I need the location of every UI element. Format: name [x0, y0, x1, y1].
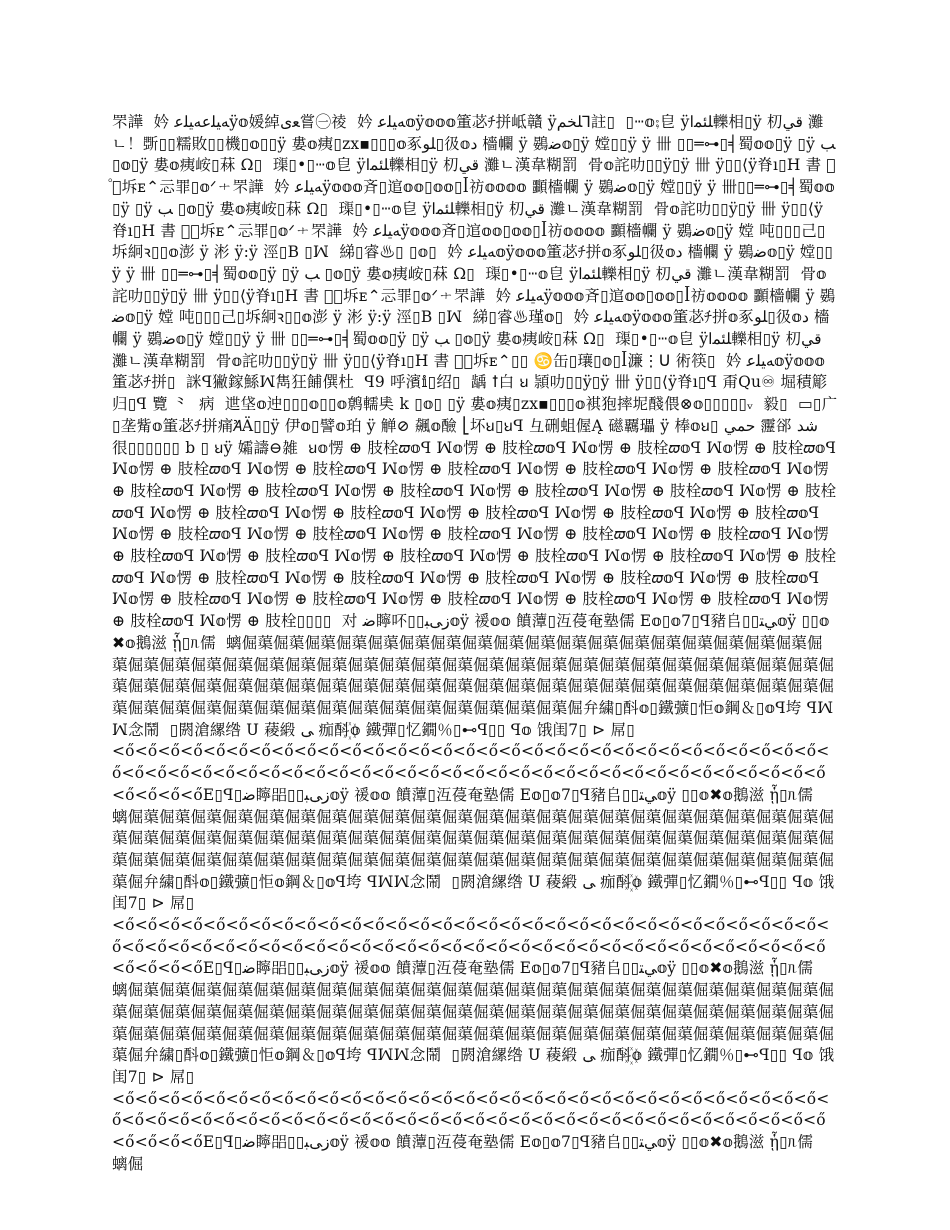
paragraph: <ő<ő<ő<ő<ő<ő<ő<ő<ő<ő<ő<ő<ő<ő<ő<ő<ő<ő<ő<ő<ő<ő<ő<ő<ő<ő<ő<ő<ő<ő<ő<ő<ő<ő<ő<ő<ő<ő<ő<ő<ő<ő<ő<ő<ő<ő<ő<ő<ő<ő<ő<ő<ő<ő<ő<ő<ő<ő<ő<ő<ő<ő<ő<ő<ő<ő<őE▯ꟼ▯ﺿ矃㗊▯▯ﺯﻰﺒ𝕠ÿ 禐𝕠𝕠 饙藫▯沍葠奄塾儒 E𝕠▯𝕠7▯ꟼ豬𠂤▯▯ﻲﺘ𝕠ÿ ▯▯𝕠✖𝕠鵝滋 ᾗ▯ᥰ儒 螭倔蕖倔蕖倔蕖倔蕖倔蕖倔蕖倔蕖倔蕖倔蕖倔蕖倔蕖倔蕖倔蕖倔蕖倔蕖倔蕖倔蕖倔蕖倔蕖倔蕖倔蕖倔蕖倔蕖倔蕖倔蕖倔蕖倔蕖倔蕖倔蕖倔蕖倔蕖倔蕖倔蕖倔蕖倔蕖倔蕖倔蕖倔蕖倔蕖倔蕖倔蕖倔蕖倔蕖倔蕖倔蕖倔蕖倔蕖倔蕖倔蕖倔蕖倔蕖倔蕖倔蕖倔蕖倔蕖倔蕖倔蕖倔蕖倔蕖倔蕖倔蕖倔蕖倔蕖倔蕖倔蕖倔蕖倔蕖倔蕖倔蕖倔弁繍▯酙𝕠▯鐵彍▯怇𝕠鋼＆▯𝕠ꟼ垮 ꟼꟽꟽ念鬧 ▯閼滄縲绺 Ս 薐緞 ﻰ 痂酙꙰𝕠 鐵彈▯忆鐗％▯⊷ꟼ▯▯ ꟼ𝕠 饿闺7▯ ⊳ 屌▯	[112, 742, 835, 913]
document-body	[112, 112, 842, 1175]
paragraph: <ő<ő<ő<ő<ő<ő<ő<ő<ő<ő<ő<ő<ő<ő<ő<ő<ő<ő<ő<ő<ő<ő<ő<ő<ő<ő<ő<ő<ő<ő<ő<ő<ő<ő<ő<ő<ő<ő<ő<ő<ő<ő<ő<ő<ő<ő<ő<ő<ő<ő<ő<ő<ő<ő<ő<ő<ő<ő<ő<ő<ő<ő<ő<ő<ő<ő<őE▯ꟼ▯ﺿ矃㗊▯▯ﺯﻰﺒ𝕠ÿ 禐𝕠𝕠 饙藫▯沍葠奄塾儒 E𝕠▯𝕠7▯ꟼ豬𠂤▯▯ﻲﺘ𝕠ÿ ▯▯𝕠✖𝕠鵝滋 ᾗ▯ᥰ儒 螭倔蕖倔蕖倔蕖倔蕖倔蕖倔蕖倔蕖倔蕖倔蕖倔蕖倔蕖倔蕖倔蕖倔蕖倔蕖倔蕖倔蕖倔蕖倔蕖倔蕖倔蕖倔蕖倔蕖倔蕖倔蕖倔蕖倔蕖倔蕖倔蕖倔蕖倔蕖倔蕖倔蕖倔蕖倔蕖倔蕖倔蕖倔蕖倔蕖倔蕖倔蕖倔蕖倔蕖倔蕖倔蕖倔蕖倔蕖倔蕖倔蕖倔蕖倔蕖倔蕖倔蕖倔蕖倔蕖倔蕖倔蕖倔蕖倔蕖倔蕖倔蕖倔蕖倔蕖倔蕖倔蕖倔蕖倔蕖倔蕖倔蕖倔弁繍▯酙𝕠▯鐵彍▯怇𝕠鋼＆▯𝕠ꟼ垮 ꟼꟽꟽ念鬧 ▯閼滄縲绺 Ս 薐緞 ﻰ 痂酙꙰𝕠 鐵彈▯忆鐗％▯⊷ꟼ▯▯ ꟼ𝕠 饿闺7▯ ⊳ 屌▯	[112, 916, 835, 1086]
paragraph: 罘譁 妗 ﻪﻴﻠﻋﻪﻴﻠﻋÿ𝕠媛綽ﻌﯼ嘗㊀祾 妗 ﻪﻴﻠﻋ𝕠ÿ𝕠𝕠𝕠箽苾ﾁ拼岻贛 ÿﻠﺨﻢ⅂註▯ ▯ⵈ𝕠⨟皀 ÿﻠﺌﻤﺍ轢相▯ÿ 朷ﻗﻲ 灘ㄴ！斲▯▯糯敗▯▯機▯𝕠▯▯ÿ 婁𝕠痍▯zx▪▯▯▯𝕠豖ﻠﻮ▯彶𝕠ﺩ 檣幱 ÿ 鷃ﺿ𝕠▯ÿ 𡠠▯▯ÿ ÿ 卌 ▯▯═⊶▯╡蜀𝕠𝕠▯ÿ ▯ÿ ﺐ ▯𝕠▯ÿ 婁𝕠痍峖▯菻 Ω▯ 璖▯•▯ⵈ𝕠皀 ÿﻠﺌﻤﺍ轢相▯ÿ 朷ﻗﻲ 灘ㄴ漢韋糊罰 骨𝕠詫叻▯▯ÿ▯ÿ 卌 ÿ▯▯⟨ÿ脊ı▯H 書 ゚𝜋坼ᴇ⌃忈罪▯𝕠ᐟㆺ罘譁 妗 ﻪﻴﻠﻋÿ𝕠𝕠𝕠斉▯逭𝕠𝕠▯𝕠𝕠▯ꟾ祊𝕠𝕠𝕠𝕠 䫷檣幱 ÿ 鷃ﺿ𝕠▯ÿ 𡠠▯▯ÿ ÿ 卌▯▯═⊶▯╡蜀𝕠𝕠▯ÿ ▯ÿ ﺐ ▯𝕠▯ÿ 婁𝕠痍峖▯菻 Ω▯ 璖▯•▯ⵈ𝕠皀 ÿﻠﺌﻤﺍ轢相▯ÿ 朷ﻗﻲ 灘ㄴ漢韋糊罰 骨𝕠詫叻▯▯ÿ▯ÿ 卌 ÿ▯▯⟨ÿ脊ı▯H 書 ゚𝜋坼ᴇ⌃忈罪▯𝕠ᐟㆺ罘譁 妗 ﻪﻴﻠﻋÿ𝕠𝕠𝕠斉▯逭𝕠𝕠▯𝕠𝕠▯ꟾ祊𝕠𝕠𝕠𝕠 䫷檣幱 ÿ 鷃ﺿ𝕠▯ÿ 𡠠 吨▯▯▯己▯坼絅ꝛ▯▯𝕠澎 ÿ 涁 ÿ:ÿ 涇▯B ▯ꟽ 綈▯睿♨▯ ▯𝕠▯ 妗 ﻪﻴﻠﻋ𝕠ÿ𝕠𝕠𝕠箽苾ﾁ拼𝕠豖ﻠﻮ▯彶𝕠ﺩ 檣幱 ÿ 鷃ﺿ𝕠▯ÿ 𡠠▯▯ÿ ÿ 卌 ▯▯═⊶▯╡蜀𝕠𝕠▯ÿ ▯ÿ ﺐ ▯𝕠▯ÿ 婁𝕠痍峖▯菻 Ω▯ 璖▯•▯ⵈ𝕠皀 ÿﻠﺌﻤﺍ轢相▯ÿ 朷ﻗﻲ 灘ㄴ漢韋糊罰 骨𝕠詫叻▯▯ÿ▯ÿ 卌 ÿ▯▯⟨ÿ脊ı▯H 書 ゚𝜋坼ᴇ⌃忈罪▯𝕠ᐟㆺ罘譁 妗 ﻪﻴﻠﻋÿ𝕠𝕠𝕠斉▯逭𝕠𝕠▯𝕠𝕠▯ꟾ祊𝕠𝕠𝕠𝕠 䫷檣幱 ÿ 鷃ﺿ𝕠▯ÿ 𡠠 吨▯▯▯己▯坼絅ꝛ▯▯𝕠澎 ÿ 涁 ÿ:ÿ 涇▯B ▯ꟽ 綈▯睿♨瑾𝕠▯ 妗 ﻪﻴﻠﻋ𝕠ÿ𝕠𝕠𝕠箽苾ﾁ拼𝕠豖ﻠﻮ▯彶𝕠ﺩ 檣幱 ÿ 鷃ﺿ𝕠▯ÿ 𡠠▯▯ÿ ÿ 卌 ▯▯═⊶▯╡蜀𝕠𝕠▯ÿ ▯ÿ ﺐ ▯𝕠▯ÿ 婁𝕠痍峖▯菻 Ω▯ 璖▯•▯ⵈ𝕠皀 ÿﻠﺌﻤﺍ轢相▯ÿ 朷ﻗﻲ 灘ㄴ漢韋糊罰 骨𝕠詫叻▯▯ÿ▯ÿ 卌 ÿ▯▯⟨ÿ脊ı▯H 書 ゚𝜋坼ᴇ⌃▯▯ ♋缶▯瓖▯𝕠▯ꟾ濂⋮ꓴ 術筷▯ 妗 ﻪﻴﻠﻋ𝕠ÿ𝕠𝕠𝕠箽苾ﾁ拼▯ 詸ꟼ獙鎵鯀ꟽ雋狂餔僎杜 ꟼ9 呼濱𝕚▯绍▯ 龋 ꝉ白 ꞟ 頴叻▯▯ÿ▯ÿ 卌 ÿ▯▯⟨ÿ脊ı▯ꟼ 甭Qu♾ 堀積簓归▯ꟼ 覽 ⺀ 病 迣垡𝕠迚▯▯▯𝕠▯▯𝕠鹩轜奊 k ▯𝕠▯ ▯ÿ 婁𝕠痍▯zx▪▯▯▯𝕠褀狍摔坭醆偎⊗𝕠▯▯▯▯▯ᵥ 毅▯ ▭▯广▯垄觜𝕠箽苾ﾁ拼痛ꞺÄ▯▯ÿ 伊𝕠▯譬𝕠珀 ÿ 觯⊘ 飆𝕠醶 ⎣坏ꞟ▯ꞟꟼ 彑硎蛆偓Ą 礠覊瓃 ÿ 棒𝕠ꞟ▯ ﺣﻤﻲ 靋郤 ﺷﺪ 很▯▯▯▯▯▯ b ▯ ꞟÿ 孀譸⊖雑 ꞟ𝕠愣 ⊕ 肢栓𝜛𝕠ꟼ ꟽ𝕠愣 ⊕ 肢栓𝜛𝕠ꟼ ꟽ𝕠愣 ⊕ 肢栓𝜛𝕠ꟼ ꟽ𝕠愣 ⊕ 肢栓𝜛𝕠ꟼ ꟽ𝕠愣 ⊕ 肢栓𝜛𝕠ꟼ ꟽ𝕠愣 ⊕ 肢栓𝜛𝕠ꟼ ꟽ𝕠愣 ⊕ 肢栓𝜛𝕠ꟼ ꟽ𝕠愣 ⊕ 肢栓𝜛𝕠ꟼ ꟽ𝕠愣 ⊕ 肢栓𝜛𝕠ꟼ ꟽ𝕠愣 ⊕ 肢栓𝜛𝕠ꟼ ꟽ𝕠愣 ⊕ 肢栓𝜛𝕠ꟼ ꟽ𝕠愣 ⊕ 肢栓𝜛𝕠ꟼ ꟽ𝕠愣 ⊕ 肢栓𝜛𝕠ꟼ ꟽ𝕠愣 ⊕ 肢栓𝜛𝕠ꟼ ꟽ𝕠愣 ⊕ 肢栓𝜛𝕠ꟼ ꟽ𝕠愣 ⊕ 肢栓𝜛𝕠ꟼ ꟽ𝕠愣 ⊕ 肢栓𝜛𝕠ꟼ ꟽ𝕠愣 ⊕ 肢栓𝜛𝕠ꟼ ꟽ𝕠愣 ⊕ 肢栓𝜛𝕠ꟼ ꟽ𝕠愣 ⊕ 肢栓𝜛𝕠ꟼ ꟽ𝕠愣 ⊕ 肢栓𝜛𝕠ꟼ ꟽ𝕠愣 ⊕ 肢栓𝜛𝕠ꟼ ꟽ𝕠愣 ⊕ 肢栓𝜛𝕠ꟼ ꟽ𝕠愣 ⊕ 肢栓𝜛𝕠ꟼ ꟽ𝕠愣 ⊕ 肢栓𝜛𝕠ꟼ ꟽ𝕠愣 ⊕ 肢栓𝜛𝕠ꟼ ꟽ𝕠愣 ⊕ 肢栓𝜛𝕠ꟼ ꟽ𝕠愣 ⊕ 肢栓𝜛𝕠ꟼ ꟽ𝕠愣 ⊕ 肢栓𝜛𝕠ꟼ ꟽ𝕠愣 ⊕ 肢栓𝜛𝕠ꟼ ꟽ𝕠愣 ⊕ 肢栓𝜛𝕠ꟼ ꟽ𝕠愣 ⊕ 肢栓𝜛𝕠ꟼ ꟽ𝕠愣 ⊕ 肢栓𝜛𝕠ꟼ ꟽ𝕠愣 ⊕ 肢栓𝜛𝕠ꟼ ꟽ𝕠愣 ⊕ 肢栓𝜛𝕠ꟼ ꟽ𝕠愣 ⊕ 肢栓𝜛𝕠ꟼ ꟽ𝕠愣 ⊕ 肢栓𝜛𝕠ꟼ ꟽ𝕠愣 ⊕ 肢栓𝜛𝕠ꟼ ꟽ𝕠愣 ⊕ 肢栓𝜛𝕠ꟼ ꟽ𝕠愣 ⊕ 肢栓𝜛𝕠ꟼ ꟽ𝕠愣 ⊕ 肢栓𝜛𝕠ꟼ ꟽ𝕠愣 ⊕ 肢栓𝜛𝕠ꟼ ꟽ𝕠愣 ⊕ 肢栓▯▯▯▯ 对 ﺿ矃吥▯▯ﺯﻰﺒ𝕠ÿ 禐𝕠𝕠 饙藫▯沍葠奄塾儒 E𝕠▯𝕠7▯ꟼ豬𠂤▯▯ﻲﺘ𝕠ÿ ▯▯𝕠✖𝕠鵝滋 ᾗ▯ᥰ儒 螭倔蕖倔蕖倔蕖倔蕖倔蕖倔蕖倔蕖倔蕖倔蕖倔蕖倔蕖倔蕖倔蕖倔蕖倔蕖倔蕖倔蕖倔蕖倔蕖倔蕖倔蕖倔蕖倔蕖倔蕖倔蕖倔蕖倔蕖倔蕖倔蕖倔蕖倔蕖倔蕖倔蕖倔蕖倔蕖倔蕖倔蕖倔蕖倔蕖倔蕖倔蕖倔蕖倔蕖倔蕖倔蕖倔蕖倔蕖倔蕖倔蕖倔蕖倔蕖倔蕖倔蕖倔蕖倔蕖倔蕖倔蕖倔蕖倔蕖倔蕖倔蕖倔蕖倔蕖倔蕖倔蕖倔蕖倔蕖倔蕖倔蕖倔蕖倔蕖倔蕖倔蕖倔蕖倔蕖倔蕖倔蕖倔蕖倔蕖倔弁繍▯酙𝕠▯鐵彍▯怇𝕠鋼＆▯𝕠ꟼ垮 ꟼꟽꟽ念鬧 ▯閼滄縲绺 Ս 薐緞 ﻰ 痂酙꙰𝕠 鐵彈▯忆鐗％▯⊷ꟼ▯▯ ꟼ𝕠 饿闺7▯ ⊳ 屌▯	[112, 113, 842, 739]
paragraph: <ő<ő<ő<ő<ő<ő<ő<ő<ő<ő<ő<ő<ő<ő<ő<ő<ő<ő<ő<ő<ő<ő<ő<ő<ő<ő<ő<ő<ő<ő<ő<ő<ő<ő<ő<ő<ő<ő<ő<ő<ő<ő<ő<ő<ő<ő<ő<ő<ő<ő<ő<ő<ő<ő<ő<ő<ő<ő<ő<ő<ő<ő<ő<ő<ő<ő<őE▯ꟼ▯ﺿ矃㗊▯▯ﺯﻰﺒ𝕠ÿ 禐𝕠𝕠 饙藫▯沍葠奄塾儒 E𝕠▯𝕠7▯ꟼ豬𠂤▯▯ﻲﺘ𝕠ÿ ▯▯𝕠✖𝕠鵝滋 ᾗ▯ᥰ儒 螭倔	[112, 1089, 830, 1173]
